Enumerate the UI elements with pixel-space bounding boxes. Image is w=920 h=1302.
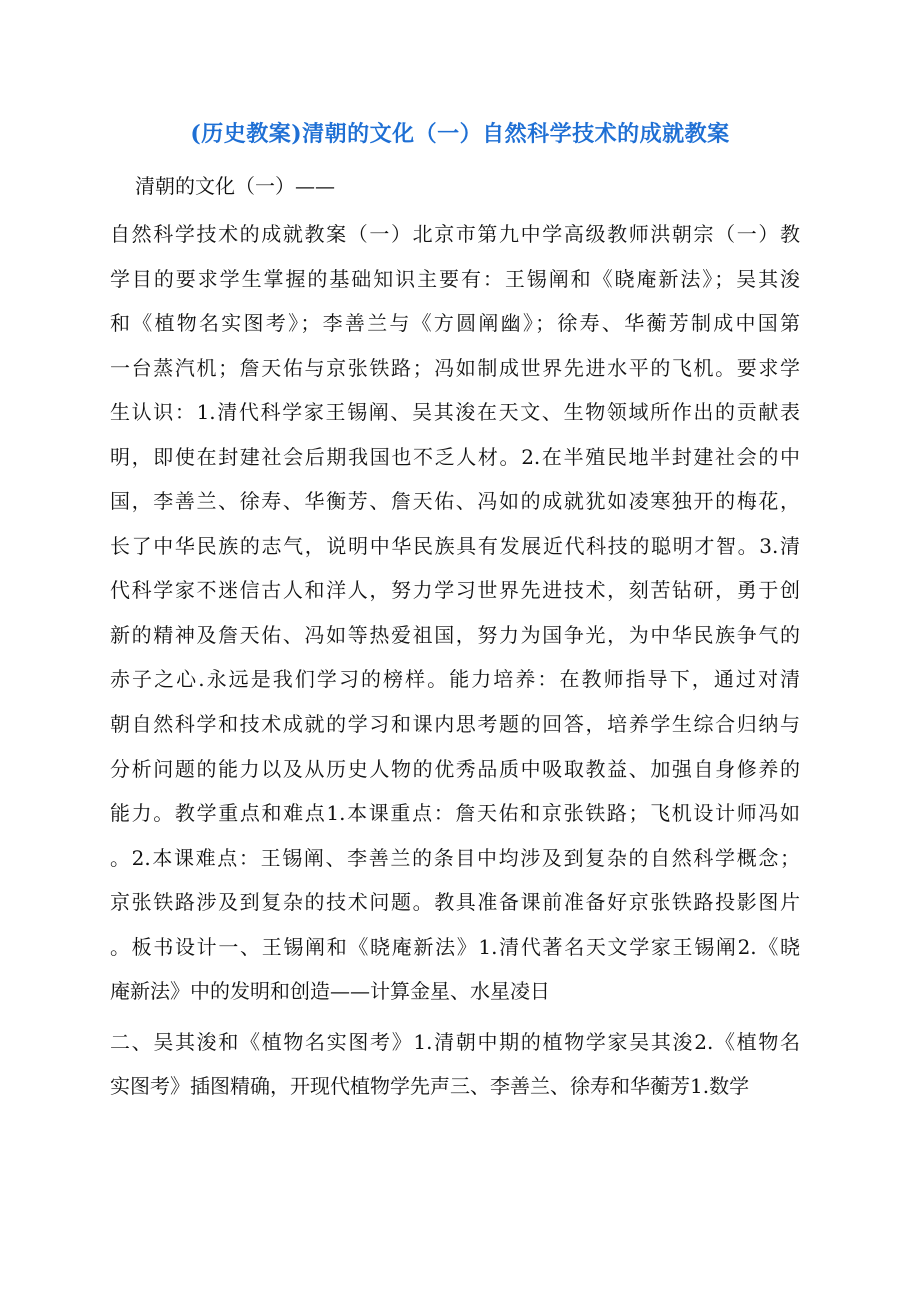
body-line: 。2.本课难点：王锡阐、李善兰的条目中均涉及到复杂的自然科学概念； (110, 845, 800, 870)
body-line: 庵新法》中的发明和创造——计算金星、水星凌日 (110, 979, 550, 1004)
body-line: 朝自然科学和技术成就的学习和课内思考题的回答，培养学生综合归纳与 (110, 712, 800, 737)
body-line: 学目的要求学生掌握的基础知识主要有：王锡阐和《晓庵新法》；吴其浚 (110, 266, 800, 291)
body-line: 明，即使在封建社会后期我国也不乏人材。2.在半殖民地半封建社会的中 (110, 444, 800, 469)
body-line: 。板书设计一、王锡阐和《晓庵新法》1.清代著名天文学家王锡阐2.《晓 (110, 934, 800, 959)
body-line: 一台蒸汽机；詹天佑与京张铁路；冯如制成世界先进水平的飞机。要求学 (110, 355, 800, 380)
body-line: 自然科学技术的成就教案（一）北京市第九中学高级教师洪朝宗（一）教 (110, 222, 800, 246)
body-line: 实图考》插图精确，开现代植物学先声三、李善兰、徐寿和华蘅芳1.数学 (110, 1074, 750, 1099)
body-line: 能力。教学重点和难点1.本课重点：詹天佑和京张铁路；飞机设计师冯如 (110, 801, 800, 826)
body-line: 赤子之心.永远是我们学习的榜样。能力培养：在教师指导下，通过对清 (110, 667, 800, 692)
document-title: (历史教案)清朝的文化（一）自然科学技术的成就教案 (190, 121, 730, 147)
document-subtitle: 清朝的文化（一）—— (135, 174, 335, 198)
paragraph-1 (110, 212, 810, 1014)
document-body (110, 212, 810, 1109)
body-line: 二、吴其浚和《植物名实图考》1.清朝中期的植物学家吴其浚2.《植物名 (110, 1029, 800, 1054)
body-line: 长了中华民族的志气，说明中华民族具有发展近代科技的聪明才智。3.清 (110, 533, 800, 558)
body-line: 生认识：1.清代科学家王锡阐、吴其浚在天文、生物领域所作出的贡献表 (110, 400, 800, 425)
body-line: 京张铁路涉及到复杂的技术问题。教具准备课前准备好京张铁路投影图片 (110, 890, 800, 915)
paragraph-2 (110, 1020, 810, 1109)
body-line: 新的精神及詹天佑、冯如等热爱祖国，努力为国争光，为中华民族争气的 (110, 622, 800, 647)
body-line: 和《植物名实图考》；李善兰与《方圆阐幽》；徐寿、华蘅芳制成中国第 (110, 311, 800, 336)
body-line: 分析问题的能力以及从历史人物的优秀品质中吸取教益、加强自身修养的 (110, 756, 800, 781)
body-line: 代科学家不迷信古人和洋人，努力学习世界先进技术，刻苦钻研，勇于创 (110, 578, 800, 603)
body-line: 国，李善兰、徐寿、华衡芳、詹天佑、冯如的成就犹如凌寒独开的梅花， (110, 489, 800, 514)
